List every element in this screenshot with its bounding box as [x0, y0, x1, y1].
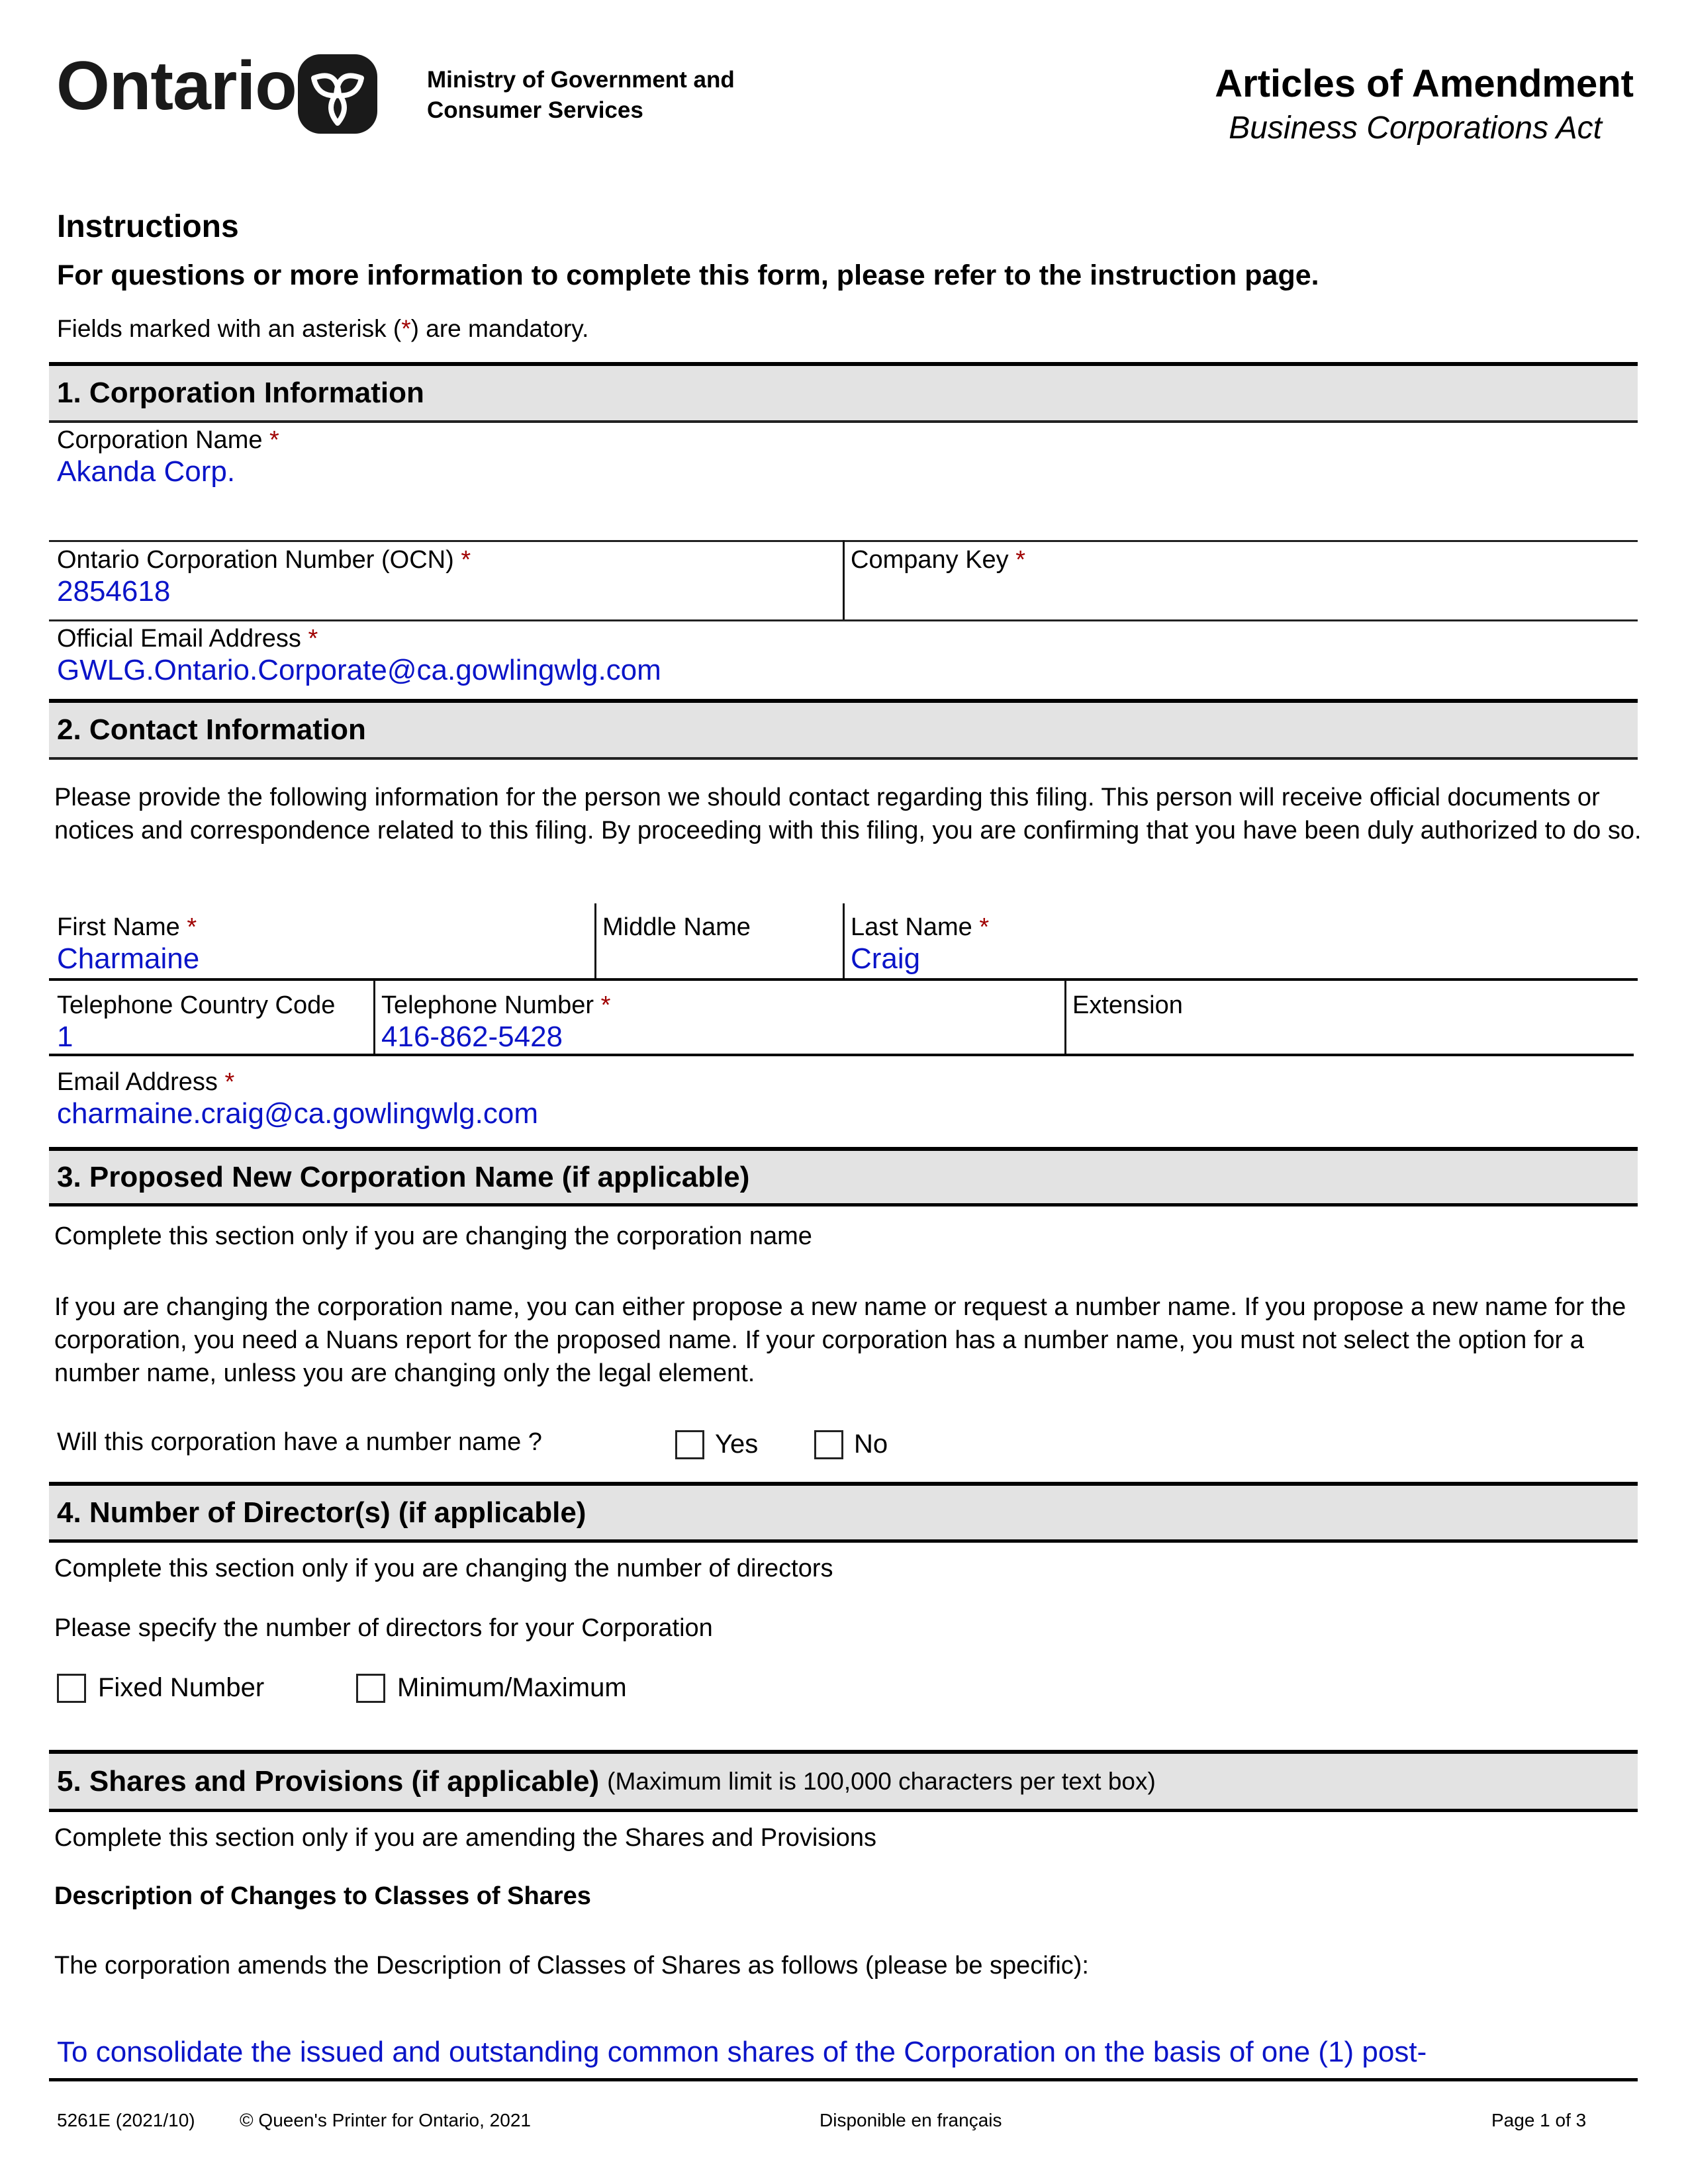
number-name-yes-option[interactable]	[675, 1430, 758, 1459]
classes-of-shares-textbox[interactable]: To consolidate the issued and outstanding common shares of the Corporation on the basis of one (1) post-	[57, 2036, 1427, 2068]
country-code-value[interactable]: 1	[57, 1021, 73, 1053]
section-title-note: (Maximum limit is 100,000 characters per text box)	[607, 1767, 1156, 1795]
minimum-maximum-option[interactable]	[356, 1673, 627, 1703]
extension-field[interactable]	[1072, 990, 1183, 1021]
form-number: 5261E (2021/10)	[57, 2110, 195, 2130]
label-text: Company Key	[851, 546, 1009, 574]
section-5-header	[49, 1750, 1638, 1812]
required-asterisk: *	[224, 1068, 235, 1096]
instructions-heading: Instructions	[57, 209, 239, 244]
last-name-value[interactable]: Craig	[851, 942, 921, 975]
option-label: Minimum/Maximum	[397, 1673, 627, 1702]
first-name-field[interactable]	[57, 912, 199, 976]
option-label: Yes	[715, 1430, 759, 1459]
section-4-intro: Complete this section only if you are changing the number of directors	[54, 1555, 833, 1582]
field-label	[851, 912, 989, 942]
email-address-value[interactable]: charmaine.craig@ca.gowlingwlg.com	[57, 1097, 538, 1130]
number-name-no-option[interactable]	[814, 1430, 888, 1459]
country-code-field[interactable]	[57, 990, 335, 1054]
french-version-note: Disponible en français	[820, 2110, 1002, 2130]
last-name-field[interactable]	[851, 912, 989, 976]
required-asterisk: *	[979, 913, 990, 941]
section-3-header	[49, 1147, 1638, 1206]
divider	[49, 619, 1638, 621]
required-asterisk: *	[308, 625, 318, 653]
ministry-line-2: Consumer Services	[427, 97, 643, 123]
mandatory-fields-note	[57, 315, 588, 343]
field-label: Middle Name	[602, 913, 751, 941]
email-address-field[interactable]	[57, 1067, 538, 1130]
field-label	[851, 545, 1632, 575]
field-label	[381, 990, 610, 1021]
section-title: 4. Number of Director(s) (if applicable)	[57, 1496, 586, 1529]
telephone-number-field[interactable]	[381, 990, 610, 1054]
divider	[49, 1054, 1634, 1056]
official-email-field[interactable]	[57, 623, 661, 687]
label-text: Official Email Address	[57, 625, 301, 653]
field-label	[57, 545, 471, 575]
corporation-name-value[interactable]: Akanda Corp.	[57, 455, 236, 488]
label-text: Email Address	[57, 1068, 218, 1096]
official-email-value[interactable]: GWLG.Ontario.Corporate@ca.gowlingwlg.com	[57, 654, 661, 686]
required-asterisk: *	[1015, 546, 1026, 574]
copyright: © Queen's Printer for Ontario, 2021	[240, 2110, 531, 2130]
label-text: Last Name	[851, 913, 972, 941]
note-text: Fields marked with an asterisk (	[57, 315, 402, 342]
field-label: Extension	[1072, 991, 1183, 1019]
required-asterisk: *	[269, 426, 279, 454]
section-1-header	[49, 362, 1638, 423]
section-3-intro: Complete this section only if you are changing the corporation name	[54, 1222, 812, 1250]
option-label: No	[854, 1430, 888, 1459]
ministry-name	[427, 65, 735, 126]
telephone-number-value[interactable]: 416-862-5428	[381, 1021, 563, 1053]
label-text: Telephone Number	[381, 991, 594, 1019]
option-label: Fixed Number	[98, 1673, 265, 1702]
first-name-value[interactable]: Charmaine	[57, 942, 200, 975]
ocn-field[interactable]	[57, 545, 471, 608]
divider	[1064, 979, 1066, 1054]
field-label	[57, 912, 199, 942]
ministry-line-1: Ministry of Government and	[427, 67, 735, 93]
section-3-paragraph: If you are changing the corporation name, you can either propose a new name or request a number name. If you propose a new name for the corporation, you need a Nuans report for the proposed name. If your corporation has a number name, you must not select the option for a number name, unless you are changing only the legal element.	[54, 1293, 1626, 1387]
number-name-question: Will this corporation have a number name ?	[57, 1428, 542, 1456]
required-asterisk: *	[600, 991, 611, 1019]
divider	[843, 903, 845, 979]
fixed-number-option[interactable]	[57, 1673, 264, 1703]
required-asterisk: *	[401, 315, 411, 342]
label-text: First Name	[57, 913, 180, 941]
field-label	[57, 623, 661, 654]
divider	[373, 979, 375, 1054]
section-5-intro: Complete this section only if you are amending the Shares and Provisions	[54, 1824, 877, 1852]
section-title: 1. Corporation Information	[57, 377, 424, 409]
label-text: Ontario Corporation Number (OCN)	[57, 546, 454, 574]
no-checkbox[interactable]	[814, 1430, 843, 1459]
field-label	[57, 1067, 538, 1097]
section-title: 2. Contact Information	[57, 713, 366, 746]
section-2-header	[49, 699, 1638, 760]
form-title: Articles of Amendment	[1215, 62, 1634, 105]
field-label: Telephone Country Code	[57, 991, 336, 1019]
yes-checkbox[interactable]	[675, 1430, 704, 1459]
classes-of-shares-subheading: Description of Changes to Classes of Shares	[54, 1882, 591, 1910]
ocn-value[interactable]: 2854618	[57, 575, 171, 608]
label-text: Corporation Name	[57, 426, 263, 454]
minimum-maximum-checkbox[interactable]	[356, 1674, 385, 1703]
corporation-name-field[interactable]	[57, 425, 279, 488]
contact-info-paragraph: Please provide the following information for the person we should contact regarding this filing. This person will receive official documents or notices and correspondence related to this filing. By proceeding with this filing, you are confirming that you have been duly authorized to do so.	[54, 784, 1642, 844]
middle-name-field[interactable]	[602, 912, 751, 942]
required-asterisk: *	[461, 546, 471, 574]
section-title: 5. Shares and Provisions (if applicable)	[57, 1764, 600, 1797]
page-number: Page 1 of 3	[1491, 2110, 1587, 2130]
section-title: 3. Proposed New Corporation Name (if applicable)	[57, 1160, 750, 1193]
page-bottom-rule	[49, 2078, 1638, 2081]
section-4-prompt: Please specify the number of directors for your Corporation	[54, 1614, 713, 1642]
note-text: ) are mandatory.	[410, 315, 589, 342]
field-label	[57, 425, 279, 455]
instructions-subheading: For questions or more information to complete this form, please refer to the instruction page.	[57, 259, 1319, 291]
form-subtitle: Business Corporations Act	[1229, 111, 1602, 146]
section-4-header	[49, 1482, 1638, 1543]
fixed-number-checkbox[interactable]	[57, 1674, 86, 1703]
required-asterisk: *	[187, 913, 197, 941]
divider	[594, 903, 596, 979]
ontario-trillium-logo-icon	[298, 54, 377, 134]
company-key-field[interactable]	[851, 545, 1632, 575]
ontario-wordmark: Ontario	[56, 48, 297, 124]
divider	[843, 540, 845, 621]
classes-of-shares-prompt: The corporation amends the Description of Classes of Shares as follows (please be specific):	[54, 1952, 1089, 1979]
divider	[49, 978, 1638, 981]
